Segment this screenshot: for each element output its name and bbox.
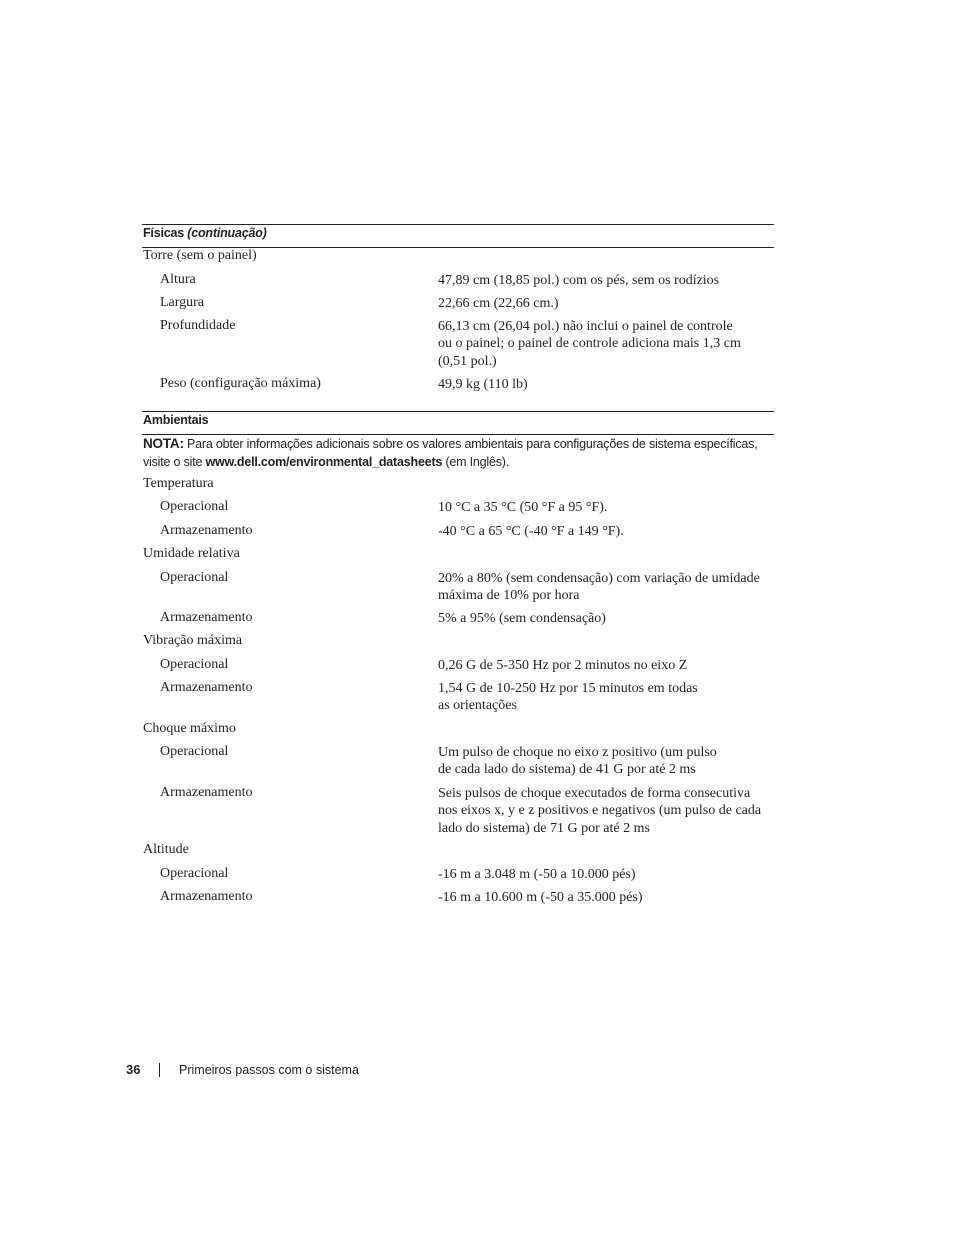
- section-heading-fisicas: [143, 226, 267, 240]
- row-value: Seis pulsos de choque executados de forma consecutiva nos eixos x, y e z positivos e negativos (um pulso de cada lado do sistema) de 71 G por até 2 ms: [438, 786, 762, 836]
- row-label: Profundidade: [160, 318, 236, 333]
- page-number: 36: [126, 1062, 141, 1077]
- row-label: Armazenamento: [160, 785, 253, 800]
- section-top-rule: [142, 411, 774, 412]
- group-title-choque: Choque máximo: [143, 721, 236, 736]
- row-label: Armazenamento: [160, 610, 253, 625]
- section-title: Físicas: [143, 226, 184, 240]
- section-heading-ambientais: Ambientais: [143, 413, 209, 427]
- row-value: 5% a 95% (sem condensação): [438, 611, 606, 626]
- note-url: www.dell.com/environmental_datasheets: [205, 455, 443, 469]
- row-value: 20% a 80% (sem condensação) com variação de umidade máxima de 10% por hora: [438, 571, 760, 604]
- row-value: 10 °C a 35 °C (50 °F a 95 °F).: [438, 500, 608, 515]
- group-title-umidade: Umidade relativa: [143, 546, 240, 561]
- row-label: Altura: [160, 272, 196, 287]
- row-value: -16 m a 10.600 m (-50 a 35.000 pés): [438, 890, 643, 905]
- row-value: Um pulso de choque no eixo z positivo (um pulso de cada lado do sistema) de 41 G por até 2 ms: [438, 745, 717, 778]
- row-value: 22,66 cm (22,66 cm.): [438, 296, 559, 311]
- note-text-end: (em Inglês).: [442, 455, 510, 469]
- row-label: Operacional: [160, 570, 229, 585]
- row-label: Operacional: [160, 499, 229, 514]
- group-title-torre: Torre (sem o painel): [143, 248, 257, 263]
- row-value: 47,89 cm (18,85 pol.) com os pés, sem os rodízios: [438, 273, 720, 288]
- group-title-altitude: Altitude: [143, 842, 189, 857]
- note-text: Para obter informações adicionais sobre os valores ambientais para configurações de sistema específicas, visite o site: [143, 437, 758, 469]
- row-value: 66,13 cm (26,04 pol.) não inclui o painel de controle ou o painel; o painel de controle adiciona mais 1,3 cm (0,51 pol.): [438, 319, 741, 369]
- row-label: Armazenamento: [160, 523, 253, 538]
- footer-separator: [159, 1063, 160, 1077]
- row-label: Largura: [160, 295, 205, 310]
- footer-title: Primeiros passos com o sistema: [179, 1063, 359, 1077]
- row-label: Operacional: [160, 657, 229, 672]
- row-label: Operacional: [160, 744, 229, 759]
- row-label: Armazenamento: [160, 680, 253, 695]
- section-top-rule: [142, 224, 774, 225]
- group-title-temperatura: Temperatura: [143, 476, 214, 491]
- row-label: Peso (configuração máxima): [160, 376, 321, 391]
- row-value: -16 m a 3.048 m (-50 a 10.000 pés): [438, 867, 636, 882]
- section-title-suffix: (continuação): [187, 226, 267, 240]
- row-value: 49,9 kg (110 lb): [438, 377, 528, 392]
- note-label: NOTA:: [143, 436, 184, 451]
- row-label: Operacional: [160, 866, 229, 881]
- row-label: Armazenamento: [160, 889, 253, 904]
- row-value: -40 °C a 65 °C (-40 °F a 149 °F).: [438, 524, 624, 539]
- note-block: [143, 435, 763, 471]
- row-value: 0,26 G de 5-350 Hz por 2 minutos no eixo Z: [438, 658, 688, 673]
- group-title-vibracao: Vibração máxima: [143, 633, 243, 648]
- row-value: 1,54 G de 10-250 Hz por 15 minutos em todas as orientações: [438, 681, 698, 714]
